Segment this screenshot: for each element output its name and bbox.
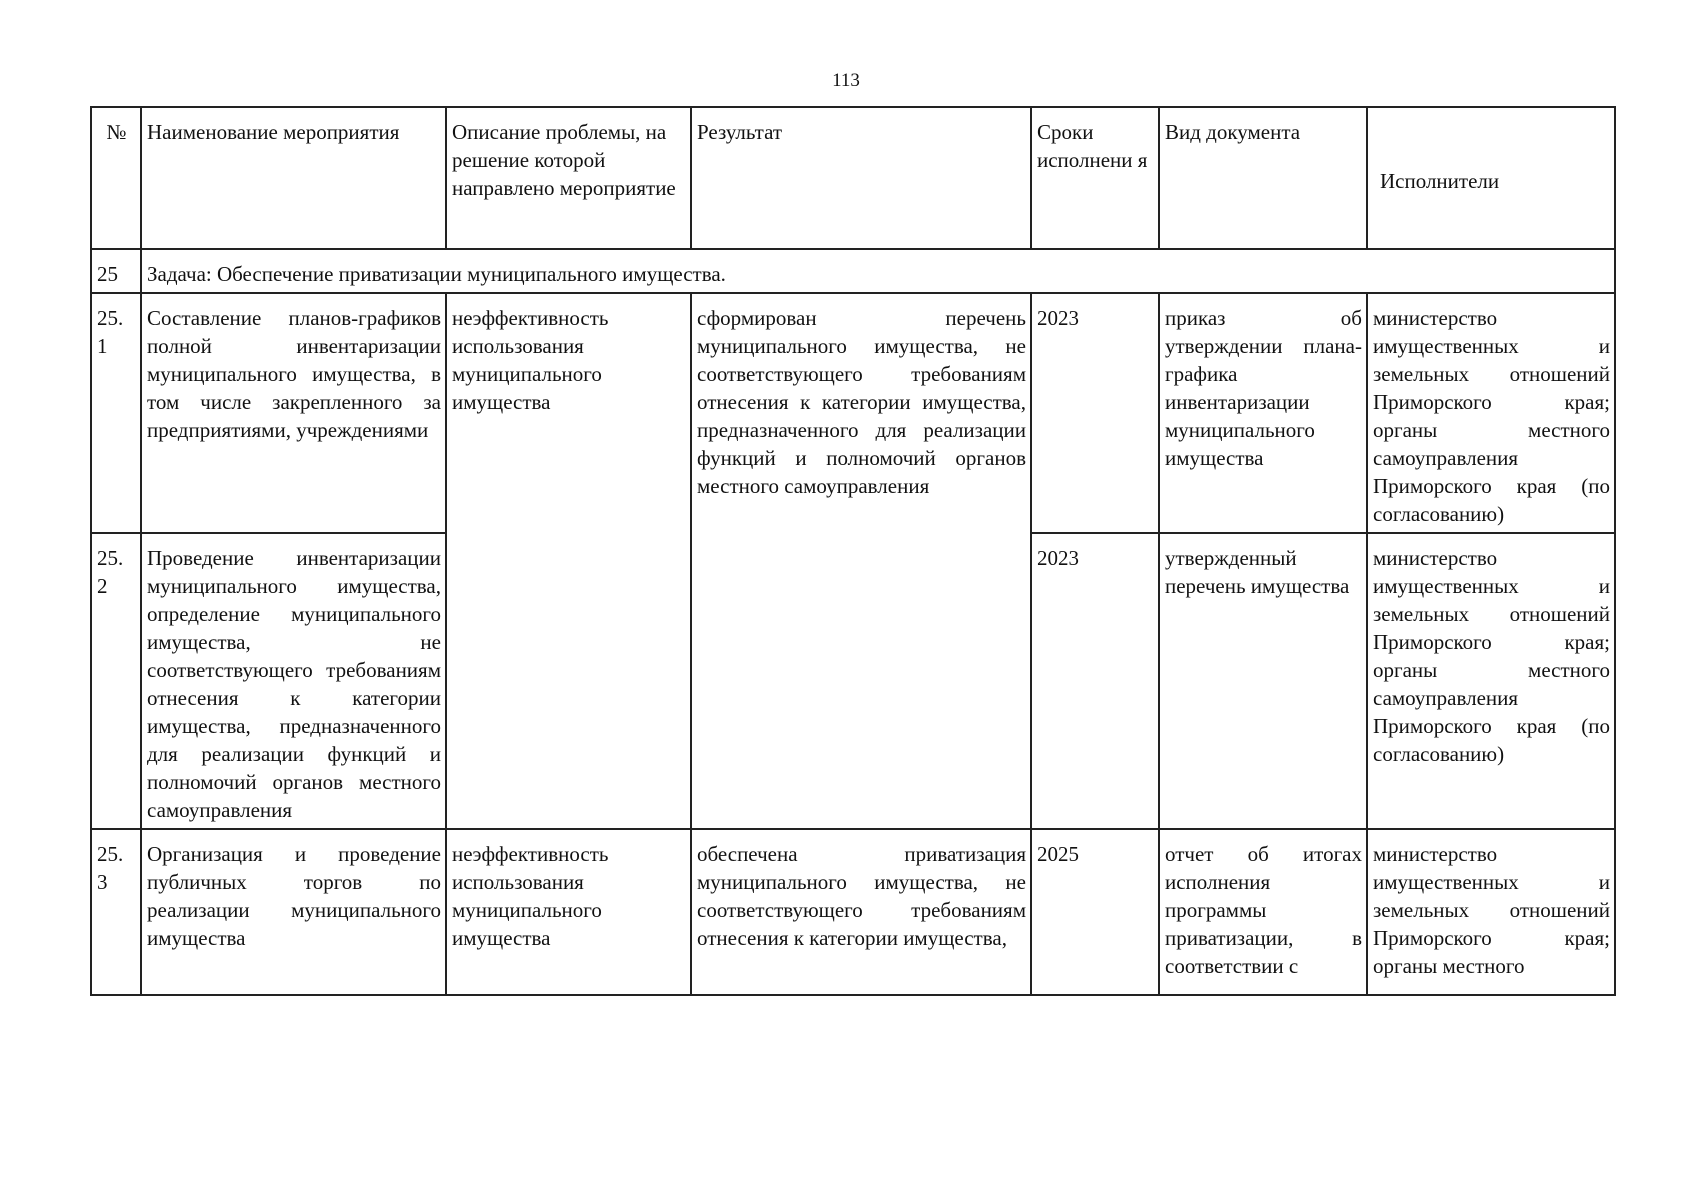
header-problem-text: Описание проблемы, на решение которой направлено мероприятие xyxy=(452,120,676,200)
row-executors: министерство имущественных и земельных отношений Приморского края; органы местного самоуправления Приморского края (по согласованию) xyxy=(1367,533,1615,829)
task-text: Задача: Обеспечение приватизации муниципального имущества. xyxy=(141,249,1615,293)
header-result xyxy=(691,107,1031,249)
row-document xyxy=(1159,829,1367,995)
row-problem: неэффективность использования муниципального имущества xyxy=(446,293,691,829)
row-executors-text: министерство имущественных и земельных отношений Приморского края; органы местного xyxy=(1373,842,1610,978)
row-result xyxy=(691,829,1031,995)
header-document-text: Вид документа xyxy=(1165,120,1301,144)
header-problem xyxy=(446,107,691,249)
task-no: 25 xyxy=(91,249,141,293)
task-row xyxy=(91,249,1615,293)
header-executors xyxy=(1367,107,1615,249)
row-no: 25. 2 xyxy=(91,533,141,829)
row-result: сформирован перечень муниципального имущества, не соответствующего требованиям отнесения к категории имущества, предназначенного для реализации функций и полномочий органов местного самоуправления xyxy=(691,293,1031,829)
activities-table xyxy=(90,106,1616,996)
row-result-text: обеспечена приватизация муниципального имущества, не соответствующего требованиям отнесения к категории имущества, xyxy=(697,842,1026,950)
row-no: 25. 3 xyxy=(91,829,141,995)
row-term: 2023 xyxy=(1031,293,1159,533)
header-no xyxy=(91,107,141,249)
table-row xyxy=(91,829,1615,995)
page-number: 113 xyxy=(832,70,860,91)
row-executors: министерство имущественных и земельных отношений Приморского края; органы местного самоуправления Приморского края (по согласованию) xyxy=(1367,293,1615,533)
header-executors-text: Исполнители xyxy=(1380,169,1500,193)
header-no-text: № xyxy=(106,120,127,144)
row-term: 2025 xyxy=(1031,829,1159,995)
header-term xyxy=(1031,107,1159,249)
row-document: утвержденный перечень имущества xyxy=(1159,533,1367,829)
table-row xyxy=(91,293,1615,533)
row-document-text: отчет об итогах исполнения программы приватизации, в соответствии с xyxy=(1165,842,1362,978)
row-name: Составление планов-графиков полной инвентаризации муниципального имущества, в том числе закрепленного за предприятиями, учреждениями xyxy=(141,293,446,533)
header-name-text: Наименование мероприятия xyxy=(147,120,400,144)
header-result-text: Результат xyxy=(697,120,783,144)
row-document: приказ об утверждении плана-графика инвентаризации муниципального имущества xyxy=(1159,293,1367,533)
row-problem: неэффективность использования муниципального имущества xyxy=(446,829,691,995)
row-name: Проведение инвентаризации муниципального имущества, определение муниципального имущества, не соответствующего требованиям отнесения к категории имущества, предназначенного для реализации функций и полномочий органов местного самоуправления xyxy=(141,533,446,829)
header-document xyxy=(1159,107,1367,249)
header-name xyxy=(141,107,446,249)
table-header-row xyxy=(91,107,1615,249)
row-name: Организация и проведение публичных торгов по реализации муниципального имущества xyxy=(141,829,446,995)
header-term-text: Сроки исполнени я xyxy=(1037,120,1148,172)
row-no: 25. 1 xyxy=(91,293,141,533)
row-executors xyxy=(1367,829,1615,995)
row-term: 2023 xyxy=(1031,533,1159,829)
